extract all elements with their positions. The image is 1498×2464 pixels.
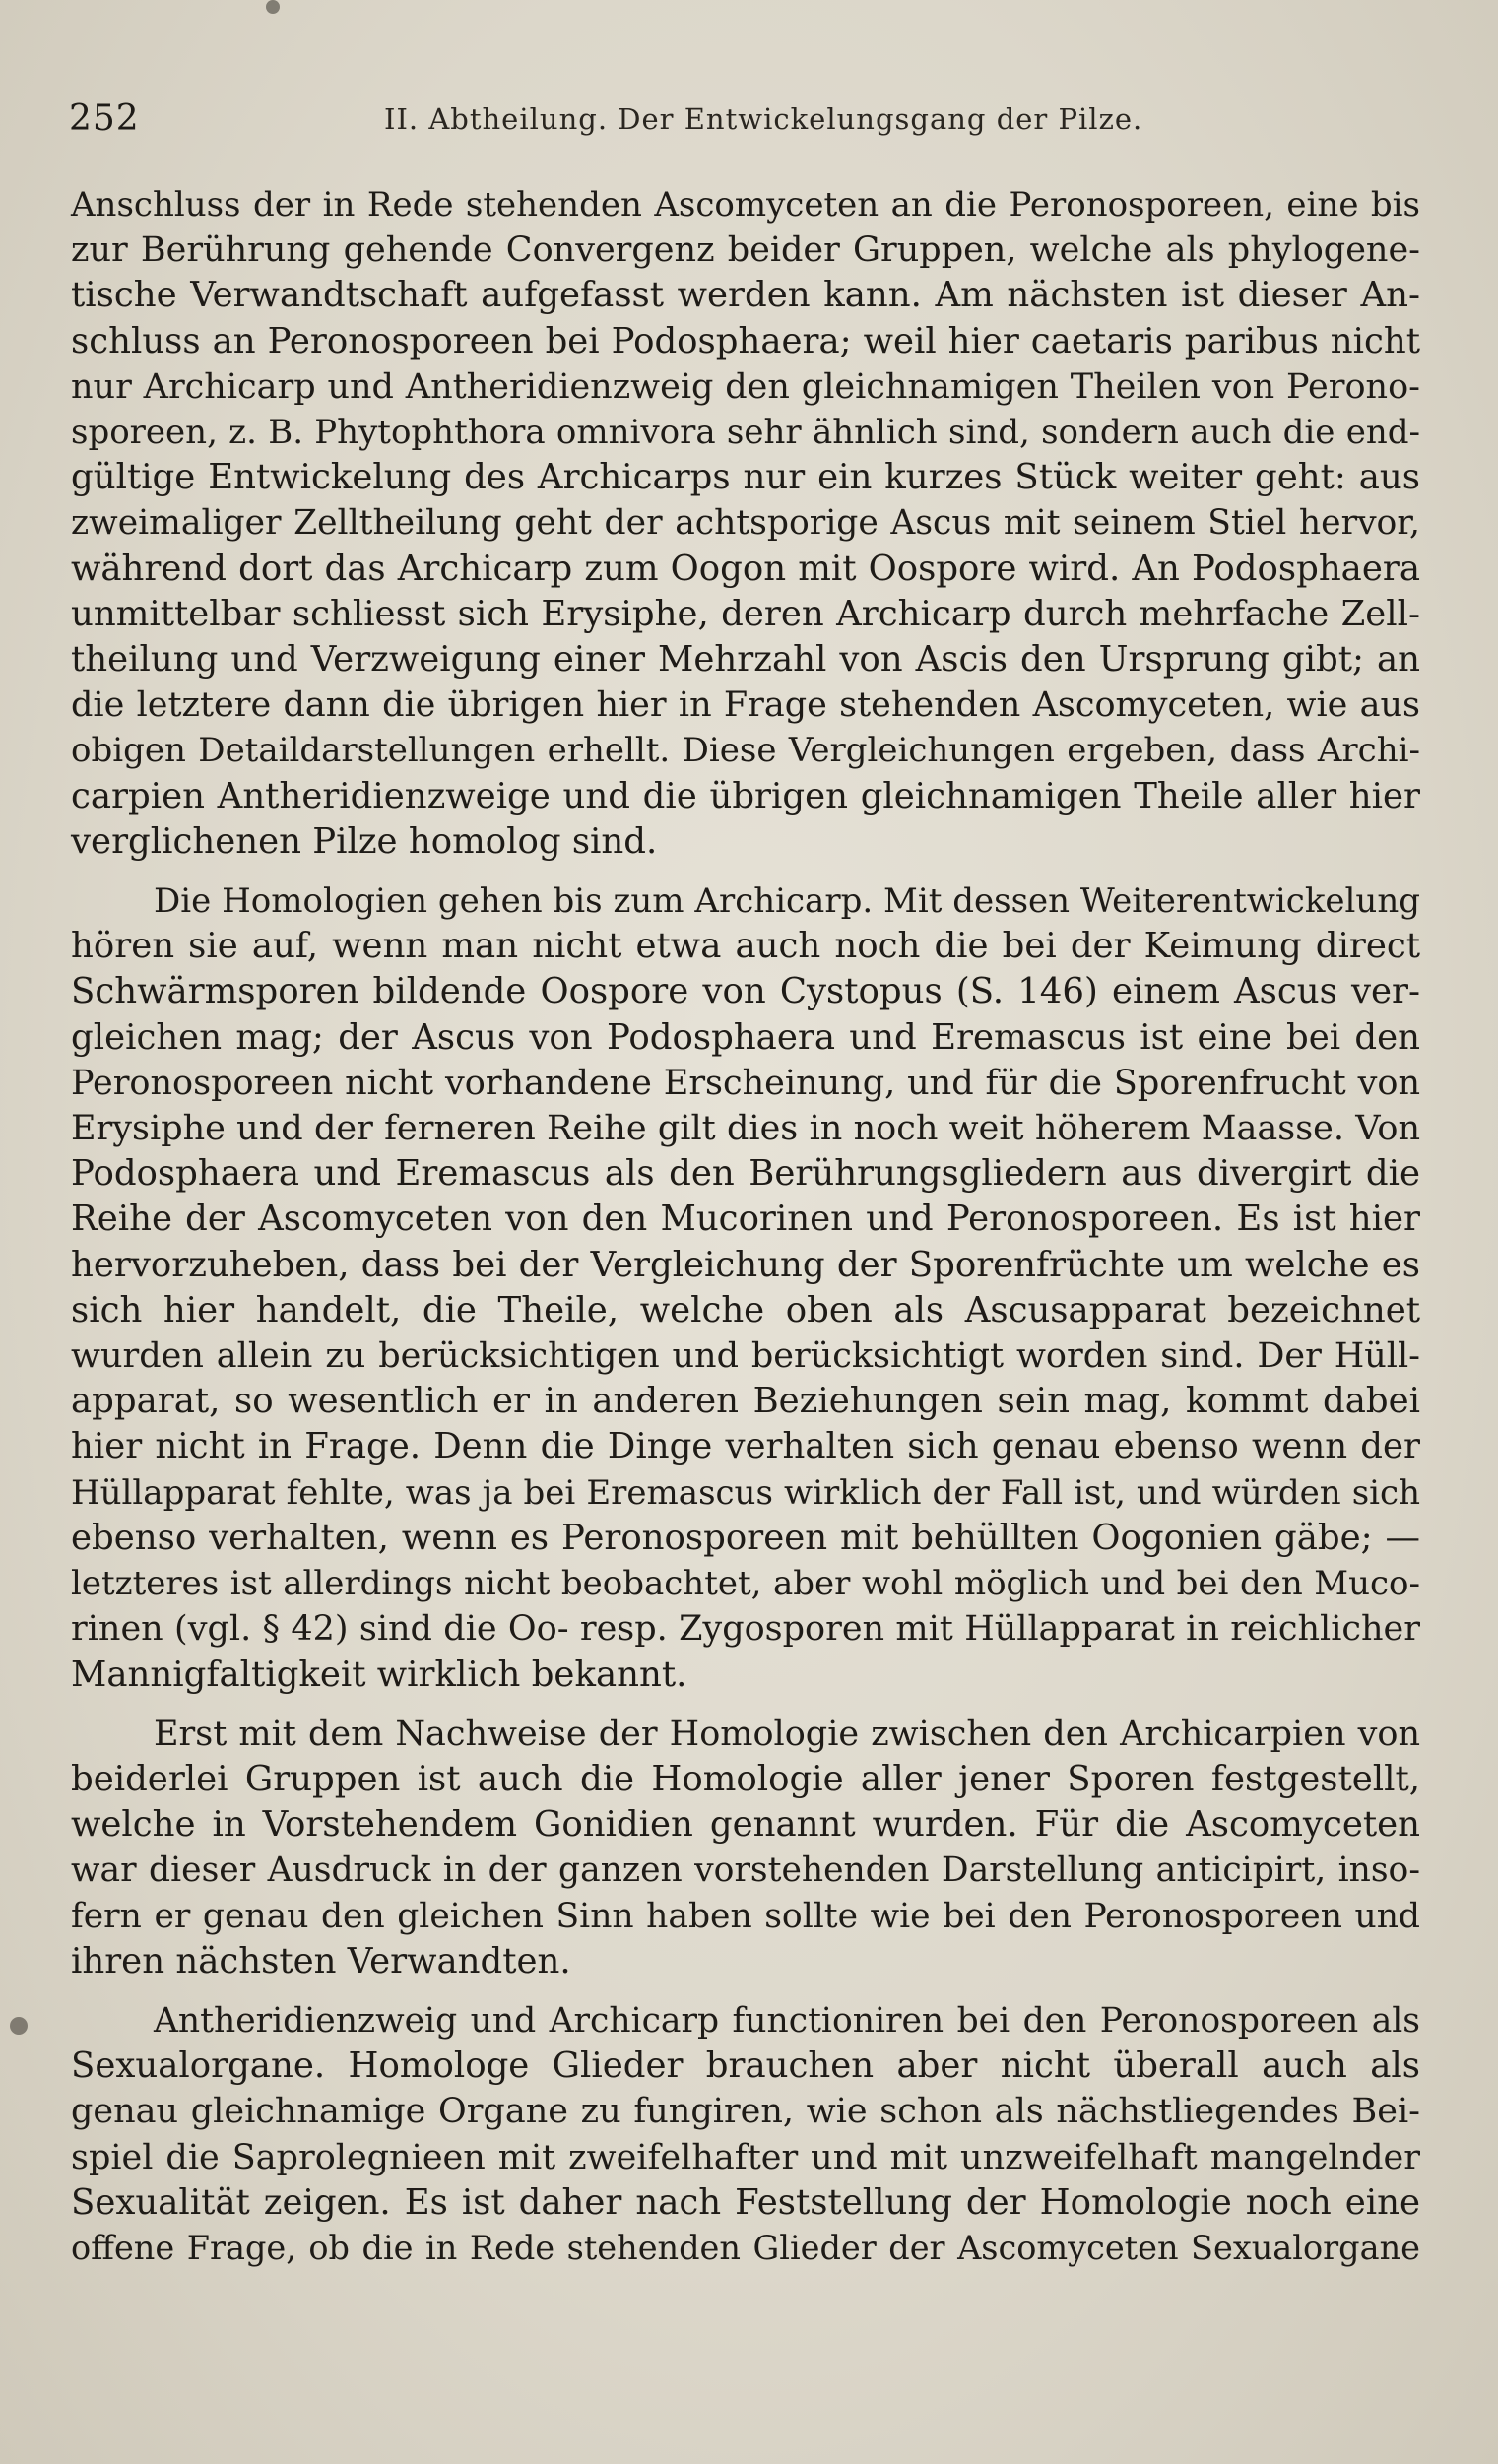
text-line: Schwärmsporen bildende Oospore von Cystopus (S. 146) einem Ascus ver- (71, 971, 1420, 1012)
text-line: hier nicht in Frage. Denn die Dinge verhalten sich genau ebenso wenn der (71, 1426, 1420, 1467)
text-line: Sexualität zeigen. Es ist daher nach Feststellung der Homologie noch eine (71, 2181, 1420, 2223)
page-number: 252 (69, 98, 140, 139)
text-line: offene Frage, ob die in Rede stehenden Glieder der Ascomyceten Sexualorgane (71, 2228, 1420, 2267)
body-text (71, 182, 1420, 2285)
text-line: verglichenen Pilze homolog sind. (71, 820, 658, 862)
text-line: sich hier handelt, die Theile, welche oben als Ascusapparat bezeichnet (71, 1289, 1420, 1330)
text-line: obigen Detaildarstellungen erhellt. Diese Vergleichungen ergeben, dass Archi- (71, 731, 1420, 771)
running-head: II. Abtheilung. Der Entwickelungsgang der Pilze. (384, 102, 1143, 136)
ink-speck (10, 2017, 28, 2035)
text-line: beiderlei Gruppen ist auch die Homologie aller jener Sporen festgestellt, (71, 1758, 1420, 1799)
text-line: wurden allein zu berücksichtigen und berücksichtigt worden sind. Der Hüll- (71, 1336, 1420, 1377)
paragraph-2 (71, 878, 1420, 1698)
text-line: Reihe der Ascomyceten von den Mucorinen und Peronosporeen. Es ist hier (71, 1199, 1420, 1240)
text-line: gültige Entwickelung des Archicarps nur ein kurzes Stück weiter geht: aus (71, 457, 1420, 498)
text-line: Erst mit dem Nachweise der Homologie zwischen den Archicarpien von (154, 1714, 1420, 1754)
text-line: tische Verwandtschaft aufgefasst werden kann. Am nächsten ist dieser An- (71, 275, 1420, 316)
text-line: ihren nächsten Verwandten. (71, 1940, 571, 1981)
paragraph-1 (71, 182, 1420, 865)
text-line: war dieser Ausdruck in der ganzen vorstehenden Darstellung anticipirt, inso- (71, 1850, 1420, 1891)
text-line: gleichen mag; der Ascus von Podosphaera und Eremascus ist eine bei den (71, 1016, 1420, 1058)
text-line: hören sie auf, wenn man nicht etwa auch noch die bei der Keimung direct (71, 926, 1420, 967)
ink-speck (266, 0, 280, 14)
text-line: Anschluss der in Rede stehenden Ascomyceten an die Peronosporeen, eine bis (71, 185, 1420, 225)
text-line: theilung und Verzweigung einer Mehrzahl von Ascis den Ursprung gibt; an (71, 639, 1420, 681)
text-line: Hüllapparat fehlte, was ja bei Eremascus wirklich der Fall ist, und würden sich (71, 1472, 1420, 1513)
text-line: Sexualorgane. Homologe Glieder brauchen aber nicht überall auch als (71, 2045, 1420, 2087)
text-line: hervorzuheben, dass bei der Vergleichung der Sporenfrüchte um welche es (71, 1244, 1420, 1285)
text-line: nur Archicarp und Antheridienzweig den gleichnamigen Theilen von Perono- (71, 366, 1420, 407)
text-line: schluss an Peronosporeen bei Podosphaera; weil hier caetaris paribus nicht (71, 320, 1420, 361)
text-line: carpien Antheridienzweige und die übrigen gleichnamigen Theile aller hier (71, 775, 1420, 816)
text-line: zweimaliger Zelltheilung geht der achtsporige Ascus mit seinem Stiel hervor, (71, 503, 1420, 544)
text-line: Mannigfaltigkeit wirklich bekannt. (71, 1653, 687, 1695)
page-header (69, 98, 1419, 148)
text-line: spiel die Saprolegnieen mit zweifelhafter und mit unzweifelhaft mangelnder (71, 2137, 1420, 2177)
text-line: Peronosporeen nicht vorhandene Erscheinung, und für die Sporenfrucht von (71, 1063, 1420, 1103)
text-line: welche in Vorstehendem Gonidien genannt wurden. Für die Ascomyceten (71, 1804, 1420, 1846)
text-line: Antheridienzweig und Archicarp functioniren bei den Peronosporeen als (154, 2000, 1420, 2041)
text-line: apparat, so wesentlich er in anderen Beziehungen sein mag, kommt dabei (71, 1381, 1420, 1422)
paragraph-4 (71, 1998, 1420, 2271)
text-line: die letztere dann die übrigen hier in Frage stehenden Ascomyceten, wie aus (71, 685, 1420, 726)
text-line: rinen (vgl. § 42) sind die Oo- resp. Zygosporen mit Hüllapparat in reichlicher (71, 1609, 1420, 1650)
text-line: ebenso verhalten, wenn es Peronosporeen mit behüllten Oogonien gäbe; — (71, 1517, 1420, 1558)
text-line: Podosphaera und Eremascus als den Berührungsgliedern aus divergirt die (71, 1153, 1420, 1195)
text-line: Die Homologien gehen bis zum Archicarp. Mit dessen Weiterentwickelung (154, 881, 1420, 922)
text-line: fern er genau den gleichen Sinn haben sollte wie bei den Peronosporeen und (71, 1896, 1420, 1936)
text-line: genau gleichnamige Organe zu fungiren, wie schon als nächstliegendes Bei- (71, 2092, 1420, 2132)
text-line: sporeen, z. B. Phytophthora omnivora sehr ähnlich sind, sondern auch die end- (71, 413, 1420, 453)
text-line: zur Berührung gehende Convergenz beider Gruppen, welche als phylogene- (71, 230, 1420, 271)
text-line: während dort das Archicarp zum Oogon mit Oospore wird. An Podosphaera (71, 548, 1420, 589)
text-line: letzteres ist allerdings nicht beobachtet, aber wohl möglich und bei den Muco- (71, 1564, 1420, 1604)
paragraph-3 (71, 1712, 1420, 1984)
text-line: unmittelbar schliesst sich Erysiphe, deren Archicarp durch mehrfache Zell- (71, 593, 1420, 634)
text-line: Erysiphe und der ferneren Reihe gilt dies in noch weit höherem Maasse. Von (71, 1109, 1420, 1149)
